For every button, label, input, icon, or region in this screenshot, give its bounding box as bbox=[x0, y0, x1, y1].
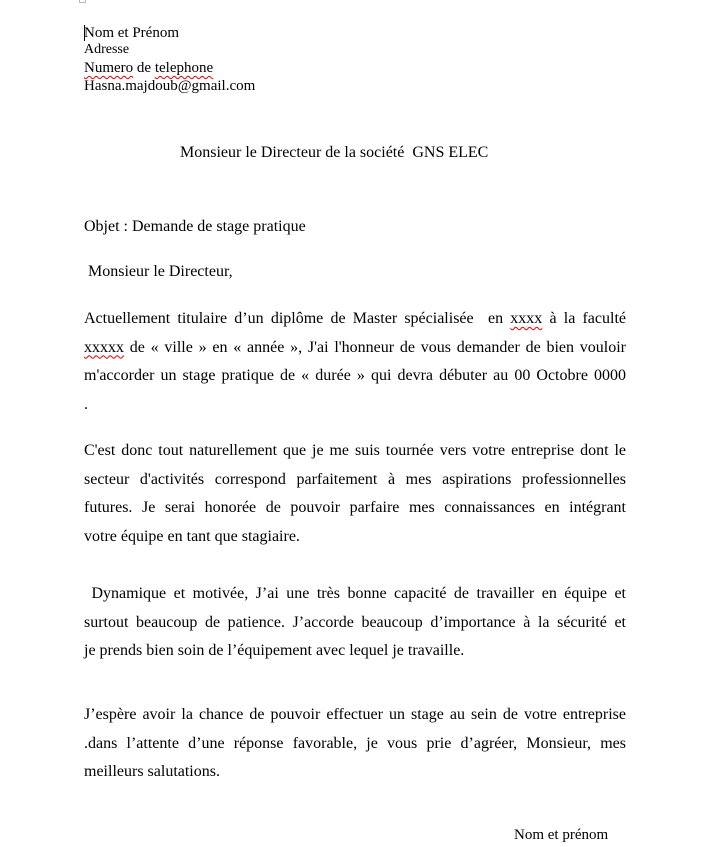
paragraph-line: je prends bien soin de l’équipement avec lequel je travaille. bbox=[84, 642, 465, 659]
sender-email[interactable]: Hasna.majdoub@gmail.com bbox=[84, 78, 256, 94]
paragraph-1[interactable] bbox=[84, 305, 626, 419]
subject-line[interactable]: Objet : Demande de stage pratique bbox=[84, 218, 306, 235]
salutation[interactable]: Monsieur le Directeur, bbox=[84, 263, 233, 280]
spellcheck-word[interactable]: Numero bbox=[84, 60, 134, 76]
spellcheck-word[interactable]: xxxx bbox=[510, 310, 543, 327]
paragraph-line: C'est donc tout naturellement que je me suis tournée vers votre entreprise dont le bbox=[84, 442, 626, 459]
header-anchor-marker bbox=[79, 0, 86, 3]
text-run: Actuellement titulaire d’un diplôme de Master spécialisée en bbox=[84, 310, 511, 327]
spellcheck-word[interactable]: xxxxx bbox=[84, 338, 124, 356]
paragraph-line bbox=[84, 305, 626, 334]
paragraph-3[interactable] bbox=[84, 580, 626, 666]
phone-word: de bbox=[136, 60, 152, 76]
sender-phone[interactable] bbox=[84, 59, 213, 77]
text-run: à la faculté bbox=[542, 310, 627, 327]
sender-name[interactable]: Nom et Prénom bbox=[84, 25, 179, 41]
signature[interactable]: Nom et prénom bbox=[514, 827, 609, 843]
paragraph-line: .dans l’attente d’une réponse favorable, je vous prie d’agréer, Monsieur, mes bbox=[84, 734, 626, 752]
paragraph-line: Dynamique et motivée, J’ai une très bonne capacité de travailler en équipe et bbox=[84, 585, 626, 602]
paragraph-line: m'accorder un stage pratique de « durée » qui devra débuter au 00 Octobre 0000 bbox=[84, 367, 626, 384]
paragraph-line bbox=[84, 334, 626, 363]
text-run: de « ville » en « année », J'ai l'honneur de vous demander de bien vouloir bbox=[124, 338, 626, 356]
paragraph-line: meilleurs salutations. bbox=[84, 763, 220, 780]
paragraph-line: surtout beaucoup de patience. J’accorde beaucoup d’importance à la sécurité et bbox=[84, 613, 626, 631]
paragraph-4[interactable] bbox=[84, 701, 626, 787]
paragraph-2[interactable] bbox=[84, 437, 626, 551]
paragraph-line: . bbox=[84, 395, 88, 413]
sender-address[interactable]: Adresse bbox=[84, 42, 130, 57]
recipient-line[interactable]: Monsieur le Directeur de la société GNS ELEC bbox=[180, 144, 489, 161]
paragraph-line: futures. Je serai honorée de pouvoir parfaire mes connaissances en intégrant bbox=[84, 499, 626, 516]
spellcheck-word[interactable]: telephone bbox=[154, 60, 214, 76]
paragraph-line: votre équipe en tant que stagiaire. bbox=[84, 527, 300, 545]
paragraph-line: J’espère avoir la chance de pouvoir effectuer un stage au sein de votre entreprise bbox=[84, 706, 626, 723]
paragraph-line: secteur d'activités correspond parfaitement à mes aspirations professionnelles bbox=[84, 470, 626, 488]
